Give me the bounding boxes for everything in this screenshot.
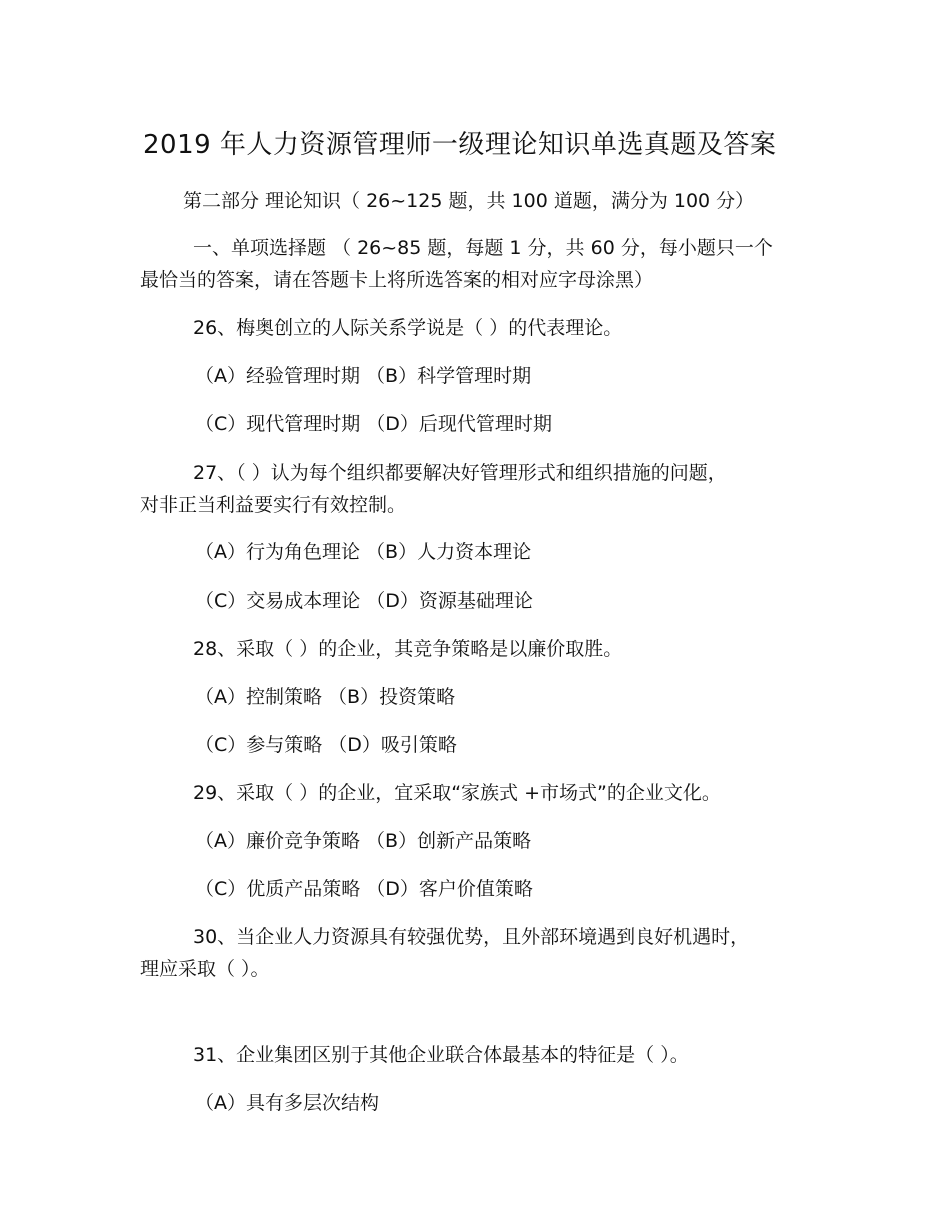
section-heading-line-2: 最恰当的答案，请在答题卡上将所选答案的相对应字母涂黑） [140, 269, 654, 291]
section-heading-line-1: 一、单项选择题 （ 26~85 题，每题 1 分，共 60 分，每小题只一个 [193, 237, 773, 259]
question-26-options-ab: （A）经验管理时期 （B）科学管理时期 [195, 365, 532, 387]
document-title: 2019 年人力资源管理师一级理论知识单选真题及答案 [143, 130, 777, 160]
question-30-stem-line-2: 理应采取（ ）。 [140, 958, 270, 980]
part-heading: 第二部分 理论知识（ 26~125 题，共 100 道题，满分为 100 分） [183, 190, 755, 212]
question-27-stem-line-2: 对非正当利益要实行有效控制。 [140, 494, 407, 516]
question-28-stem: 28、采取（ ）的企业，其竞争策略是以廉价取胜。 [193, 638, 623, 660]
question-27-options-cd: （C）交易成本理论 （D）资源基础理论 [195, 590, 533, 612]
question-29-stem: 29、采取（ ）的企业，宜采取“家族式 +市场式”的企业文化。 [193, 782, 721, 804]
question-26-stem: 26、梅奥创立的人际关系学说是（ ）的代表理论。 [193, 317, 623, 339]
question-28-options-ab: （A）控制策略 （B）投资策略 [195, 686, 456, 708]
question-29-options-ab: （A）廉价竞争策略 （B）创新产品策略 [195, 830, 532, 852]
question-30-stem-line-1: 30、当企业人力资源具有较强优势，且外部环境遇到良好机遇时， [193, 926, 750, 948]
question-29-options-cd: （C）优质产品策略 （D）客户价值策略 [195, 878, 533, 900]
question-27-options-ab: （A）行为角色理论 （B）人力资本理论 [195, 541, 532, 563]
question-26-options-cd: （C）现代管理时期 （D）后现代管理时期 [195, 413, 552, 435]
question-31-stem: 31、企业集团区别于其他企业联合体最基本的特征是（ ）。 [193, 1044, 689, 1066]
question-28-options-cd: （C）参与策略 （D）吸引策略 [195, 734, 457, 756]
question-31-option-a: （A）具有多层次结构 [195, 1092, 379, 1114]
question-27-stem-line-1: 27、（ ）认为每个组织都要解决好管理形式和组织措施的问题， [193, 462, 727, 484]
